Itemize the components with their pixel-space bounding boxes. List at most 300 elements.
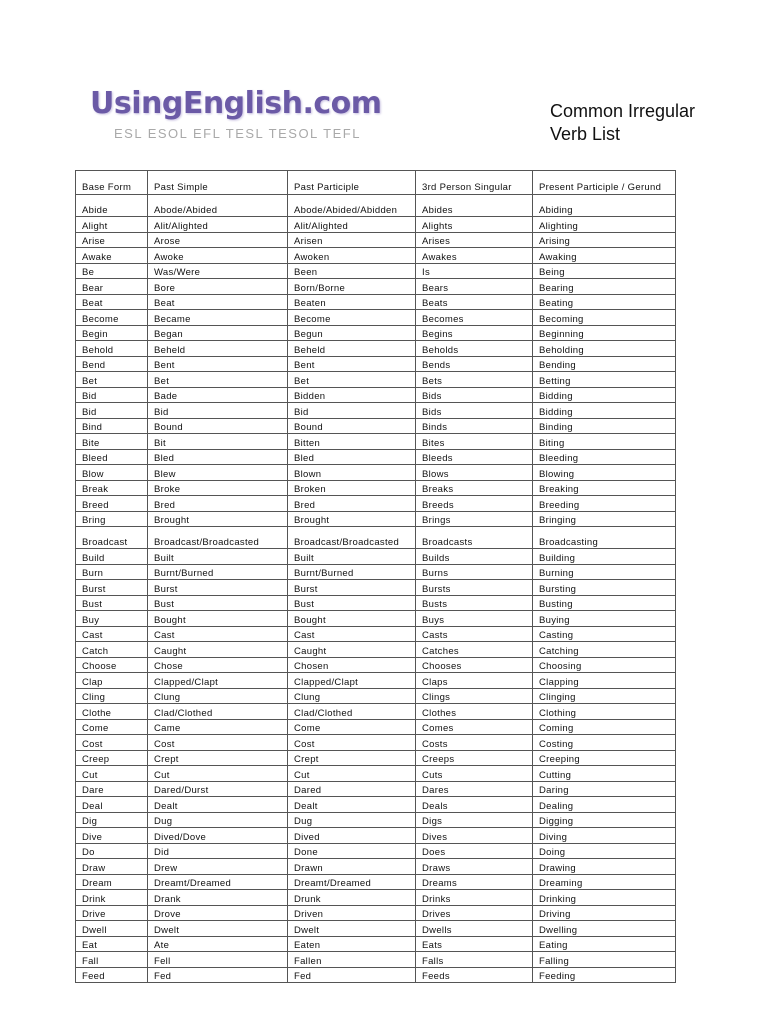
- column-header-3rd-person-singular: 3rd Person Singular: [416, 171, 533, 195]
- base-form-cell: Be: [76, 263, 148, 279]
- present-participle-cell: Creeping: [533, 750, 676, 766]
- table-row: [76, 527, 676, 549]
- base-form-cell: Bind: [76, 418, 148, 434]
- present-participle-cell: Dwelling: [533, 921, 676, 937]
- past-participle-cell: Dealt: [288, 797, 416, 813]
- third-person-cell: Busts: [416, 595, 533, 611]
- past-participle-cell: Eaten: [288, 936, 416, 952]
- present-participle-cell: Dreaming: [533, 874, 676, 890]
- past-simple-cell: Caught: [148, 642, 288, 658]
- third-person-cell: Casts: [416, 626, 533, 642]
- table-row: [76, 263, 676, 279]
- third-person-cell: Arises: [416, 232, 533, 248]
- past-simple-cell: Alit/Alighted: [148, 217, 288, 233]
- present-participle-cell: Daring: [533, 781, 676, 797]
- base-form-cell: Become: [76, 310, 148, 326]
- past-simple-cell: Clad/Clothed: [148, 704, 288, 720]
- base-form-cell: Breed: [76, 496, 148, 512]
- base-form-cell: Dream: [76, 874, 148, 890]
- past-participle-cell: Drawn: [288, 859, 416, 875]
- present-participle-cell: Bearing: [533, 279, 676, 295]
- past-simple-cell: Bought: [148, 611, 288, 627]
- past-participle-cell: Bust: [288, 595, 416, 611]
- table-row: [76, 766, 676, 782]
- base-form-cell: Drink: [76, 890, 148, 906]
- base-form-cell: Dive: [76, 828, 148, 844]
- third-person-cell: Does: [416, 843, 533, 859]
- past-participle-cell: Clung: [288, 688, 416, 704]
- present-participle-cell: Biting: [533, 434, 676, 450]
- past-simple-cell: Cost: [148, 735, 288, 751]
- present-participle-cell: Clinging: [533, 688, 676, 704]
- past-participle-cell: Abode/Abided/Abidden: [288, 195, 416, 217]
- present-participle-cell: Bringing: [533, 511, 676, 527]
- third-person-cell: Bends: [416, 356, 533, 372]
- past-simple-cell: Ate: [148, 936, 288, 952]
- past-simple-cell: Bet: [148, 372, 288, 388]
- past-participle-cell: Done: [288, 843, 416, 859]
- third-person-cell: Bets: [416, 372, 533, 388]
- table-row: [76, 905, 676, 921]
- present-participle-cell: Bleeding: [533, 449, 676, 465]
- past-participle-cell: Been: [288, 263, 416, 279]
- base-form-cell: Cast: [76, 626, 148, 642]
- column-header-present-participle: Present Participle / Gerund: [533, 171, 676, 195]
- present-participle-cell: Costing: [533, 735, 676, 751]
- present-participle-cell: Becoming: [533, 310, 676, 326]
- third-person-cell: Bears: [416, 279, 533, 295]
- past-participle-cell: Fallen: [288, 952, 416, 968]
- present-participle-cell: Choosing: [533, 657, 676, 673]
- present-participle-cell: Alighting: [533, 217, 676, 233]
- past-participle-cell: Dreamt/Dreamed: [288, 874, 416, 890]
- table-row: [76, 387, 676, 403]
- past-participle-cell: Brought: [288, 511, 416, 527]
- present-participle-cell: Bending: [533, 356, 676, 372]
- present-participle-cell: Digging: [533, 812, 676, 828]
- base-form-cell: Bring: [76, 511, 148, 527]
- column-header-base-form: Base Form: [76, 171, 148, 195]
- table-row: [76, 750, 676, 766]
- third-person-cell: Dreams: [416, 874, 533, 890]
- base-form-cell: Eat: [76, 936, 148, 952]
- table-row: [76, 195, 676, 217]
- third-person-cell: Drives: [416, 905, 533, 921]
- past-simple-cell: Chose: [148, 657, 288, 673]
- present-participle-cell: Cutting: [533, 766, 676, 782]
- past-participle-cell: Come: [288, 719, 416, 735]
- third-person-cell: Costs: [416, 735, 533, 751]
- past-simple-cell: Beat: [148, 294, 288, 310]
- past-simple-cell: Did: [148, 843, 288, 859]
- base-form-cell: Come: [76, 719, 148, 735]
- third-person-cell: Draws: [416, 859, 533, 875]
- past-simple-cell: Burst: [148, 580, 288, 596]
- past-simple-cell: Clung: [148, 688, 288, 704]
- present-participle-cell: Dealing: [533, 797, 676, 813]
- base-form-cell: Clothe: [76, 704, 148, 720]
- table-row: [76, 480, 676, 496]
- past-participle-cell: Bidden: [288, 387, 416, 403]
- table-row: [76, 248, 676, 264]
- base-form-cell: Bend: [76, 356, 148, 372]
- present-participle-cell: Betting: [533, 372, 676, 388]
- third-person-cell: Falls: [416, 952, 533, 968]
- present-participle-cell: Buying: [533, 611, 676, 627]
- base-form-cell: Bite: [76, 434, 148, 450]
- present-participle-cell: Bursting: [533, 580, 676, 596]
- present-participle-cell: Casting: [533, 626, 676, 642]
- table-row: [76, 564, 676, 580]
- past-participle-cell: Beaten: [288, 294, 416, 310]
- document-title-line-2: Verb List: [550, 124, 621, 144]
- past-participle-cell: Bet: [288, 372, 416, 388]
- base-form-cell: Bleed: [76, 449, 148, 465]
- past-participle-cell: Bred: [288, 496, 416, 512]
- past-simple-cell: Arose: [148, 232, 288, 248]
- past-participle-cell: Become: [288, 310, 416, 326]
- present-participle-cell: Arising: [533, 232, 676, 248]
- past-participle-cell: Caught: [288, 642, 416, 658]
- base-form-cell: Break: [76, 480, 148, 496]
- past-simple-cell: Fed: [148, 967, 288, 983]
- third-person-cell: Beholds: [416, 341, 533, 357]
- table-row: [76, 781, 676, 797]
- third-person-cell: Feeds: [416, 967, 533, 983]
- past-simple-cell: Drew: [148, 859, 288, 875]
- base-form-cell: Begin: [76, 325, 148, 341]
- base-form-cell: Build: [76, 549, 148, 565]
- base-form-cell: Creep: [76, 750, 148, 766]
- column-header-past-simple: Past Simple: [148, 171, 288, 195]
- past-simple-cell: Broke: [148, 480, 288, 496]
- table-row: [76, 828, 676, 844]
- third-person-cell: Builds: [416, 549, 533, 565]
- table-row: [76, 921, 676, 937]
- table-row: [76, 626, 676, 642]
- document-title-line-1: Common Irregular: [550, 101, 696, 121]
- past-participle-cell: Bought: [288, 611, 416, 627]
- past-participle-cell: Awoken: [288, 248, 416, 264]
- past-participle-cell: Broadcast/Broadcasted: [288, 527, 416, 549]
- logo-wordmark: UsingEnglish.com: [90, 86, 382, 121]
- third-person-cell: Dares: [416, 781, 533, 797]
- present-participle-cell: Awaking: [533, 248, 676, 264]
- past-simple-cell: Drank: [148, 890, 288, 906]
- present-participle-cell: Burning: [533, 564, 676, 580]
- present-participle-cell: Drawing: [533, 859, 676, 875]
- present-participle-cell: Beholding: [533, 341, 676, 357]
- base-form-cell: Bid: [76, 403, 148, 419]
- past-participle-cell: Drunk: [288, 890, 416, 906]
- third-person-cell: Bleeds: [416, 449, 533, 465]
- past-participle-cell: Arisen: [288, 232, 416, 248]
- base-form-cell: Draw: [76, 859, 148, 875]
- third-person-cell: Cuts: [416, 766, 533, 782]
- base-form-cell: Catch: [76, 642, 148, 658]
- table-row: [76, 434, 676, 450]
- past-participle-cell: Chosen: [288, 657, 416, 673]
- logo-tagline: ESL ESOL EFL TESL TESOL TEFL: [114, 126, 361, 141]
- third-person-cell: Drinks: [416, 890, 533, 906]
- present-participle-cell: Diving: [533, 828, 676, 844]
- past-simple-cell: Blew: [148, 465, 288, 481]
- third-person-cell: Blows: [416, 465, 533, 481]
- table-row: [76, 859, 676, 875]
- past-participle-cell: Bid: [288, 403, 416, 419]
- third-person-cell: Binds: [416, 418, 533, 434]
- base-form-cell: Dig: [76, 812, 148, 828]
- third-person-cell: Chooses: [416, 657, 533, 673]
- third-person-cell: Burns: [416, 564, 533, 580]
- past-simple-cell: Fell: [148, 952, 288, 968]
- past-participle-cell: Begun: [288, 325, 416, 341]
- past-participle-cell: Built: [288, 549, 416, 565]
- past-simple-cell: Bent: [148, 356, 288, 372]
- table-row: [76, 611, 676, 627]
- present-participle-cell: Clothing: [533, 704, 676, 720]
- document-title: [550, 100, 750, 146]
- base-form-cell: Abide: [76, 195, 148, 217]
- third-person-cell: Clings: [416, 688, 533, 704]
- past-participle-cell: Clapped/Clapt: [288, 673, 416, 689]
- third-person-cell: Digs: [416, 812, 533, 828]
- base-form-cell: Bust: [76, 595, 148, 611]
- base-form-cell: Choose: [76, 657, 148, 673]
- table-row: [76, 325, 676, 341]
- table-row: [76, 356, 676, 372]
- third-person-cell: Creeps: [416, 750, 533, 766]
- base-form-cell: Feed: [76, 967, 148, 983]
- present-participle-cell: Bidding: [533, 403, 676, 419]
- third-person-cell: Becomes: [416, 310, 533, 326]
- present-participle-cell: Blowing: [533, 465, 676, 481]
- past-participle-cell: Cast: [288, 626, 416, 642]
- past-simple-cell: Awoke: [148, 248, 288, 264]
- table-row: [76, 403, 676, 419]
- past-simple-cell: Bit: [148, 434, 288, 450]
- base-form-cell: Cost: [76, 735, 148, 751]
- past-simple-cell: Bound: [148, 418, 288, 434]
- past-participle-cell: Alit/Alighted: [288, 217, 416, 233]
- present-participle-cell: Catching: [533, 642, 676, 658]
- past-participle-cell: Cut: [288, 766, 416, 782]
- base-form-cell: Beat: [76, 294, 148, 310]
- base-form-cell: Burn: [76, 564, 148, 580]
- base-form-cell: Drive: [76, 905, 148, 921]
- past-participle-cell: Born/Borne: [288, 279, 416, 295]
- table-row: [76, 657, 676, 673]
- present-participle-cell: Breaking: [533, 480, 676, 496]
- past-participle-cell: Bled: [288, 449, 416, 465]
- past-participle-cell: Blown: [288, 465, 416, 481]
- third-person-cell: Eats: [416, 936, 533, 952]
- table-row: [76, 341, 676, 357]
- present-participle-cell: Drinking: [533, 890, 676, 906]
- past-participle-cell: Fed: [288, 967, 416, 983]
- table-row: [76, 580, 676, 596]
- present-participle-cell: Beginning: [533, 325, 676, 341]
- past-participle-cell: Cost: [288, 735, 416, 751]
- irregular-verb-table: [75, 170, 676, 983]
- past-simple-cell: Dared/Durst: [148, 781, 288, 797]
- base-form-cell: Alight: [76, 217, 148, 233]
- base-form-cell: Buy: [76, 611, 148, 627]
- third-person-cell: Comes: [416, 719, 533, 735]
- base-form-cell: Behold: [76, 341, 148, 357]
- usingenglish-logo: [90, 86, 380, 148]
- present-participle-cell: Doing: [533, 843, 676, 859]
- present-participle-cell: Driving: [533, 905, 676, 921]
- base-form-cell: Bid: [76, 387, 148, 403]
- table-row: [76, 642, 676, 658]
- past-participle-cell: Bitten: [288, 434, 416, 450]
- present-participle-cell: Abiding: [533, 195, 676, 217]
- past-simple-cell: Dived/Dove: [148, 828, 288, 844]
- base-form-cell: Arise: [76, 232, 148, 248]
- table-row: [76, 595, 676, 611]
- table-row: [76, 465, 676, 481]
- table-row: [76, 704, 676, 720]
- present-participle-cell: Breeding: [533, 496, 676, 512]
- table-row: [76, 232, 676, 248]
- past-simple-cell: Bled: [148, 449, 288, 465]
- past-simple-cell: Dug: [148, 812, 288, 828]
- present-participle-cell: Being: [533, 263, 676, 279]
- table-row: [76, 936, 676, 952]
- table-row: [76, 688, 676, 704]
- past-simple-cell: Dreamt/Dreamed: [148, 874, 288, 890]
- table-row: [76, 294, 676, 310]
- table-row: [76, 735, 676, 751]
- third-person-cell: Bids: [416, 403, 533, 419]
- present-participle-cell: Beating: [533, 294, 676, 310]
- past-participle-cell: Dug: [288, 812, 416, 828]
- past-simple-cell: Brought: [148, 511, 288, 527]
- past-simple-cell: Drove: [148, 905, 288, 921]
- third-person-cell: Deals: [416, 797, 533, 813]
- past-simple-cell: Bust: [148, 595, 288, 611]
- past-simple-cell: Dwelt: [148, 921, 288, 937]
- third-person-cell: Bids: [416, 387, 533, 403]
- base-form-cell: Bear: [76, 279, 148, 295]
- past-simple-cell: Was/Were: [148, 263, 288, 279]
- past-participle-cell: Crept: [288, 750, 416, 766]
- third-person-cell: Breaks: [416, 480, 533, 496]
- base-form-cell: Broadcast: [76, 527, 148, 549]
- table-row: [76, 952, 676, 968]
- past-simple-cell: Crept: [148, 750, 288, 766]
- third-person-cell: Begins: [416, 325, 533, 341]
- table-row: [76, 673, 676, 689]
- base-form-cell: Cling: [76, 688, 148, 704]
- past-participle-cell: Burst: [288, 580, 416, 596]
- third-person-cell: Bursts: [416, 580, 533, 596]
- table-row: [76, 418, 676, 434]
- past-simple-cell: Cast: [148, 626, 288, 642]
- table-row: [76, 372, 676, 388]
- table-row: [76, 511, 676, 527]
- base-form-cell: Deal: [76, 797, 148, 813]
- past-participle-cell: Bent: [288, 356, 416, 372]
- base-form-cell: Clap: [76, 673, 148, 689]
- past-participle-cell: Clad/Clothed: [288, 704, 416, 720]
- past-participle-cell: Bound: [288, 418, 416, 434]
- past-simple-cell: Built: [148, 549, 288, 565]
- base-form-cell: Bet: [76, 372, 148, 388]
- third-person-cell: Alights: [416, 217, 533, 233]
- table-header-row: [76, 171, 676, 195]
- table-row: [76, 967, 676, 983]
- third-person-cell: Beats: [416, 294, 533, 310]
- table-row: [76, 549, 676, 565]
- third-person-cell: Bites: [416, 434, 533, 450]
- table-row: [76, 812, 676, 828]
- table-row: [76, 310, 676, 326]
- base-form-cell: Burst: [76, 580, 148, 596]
- third-person-cell: Buys: [416, 611, 533, 627]
- past-simple-cell: Became: [148, 310, 288, 326]
- present-participle-cell: Eating: [533, 936, 676, 952]
- third-person-cell: Clothes: [416, 704, 533, 720]
- base-form-cell: Do: [76, 843, 148, 859]
- past-simple-cell: Bred: [148, 496, 288, 512]
- past-simple-cell: Came: [148, 719, 288, 735]
- base-form-cell: Awake: [76, 248, 148, 264]
- third-person-cell: Brings: [416, 511, 533, 527]
- third-person-cell: Claps: [416, 673, 533, 689]
- past-simple-cell: Cut: [148, 766, 288, 782]
- present-participle-cell: Falling: [533, 952, 676, 968]
- base-form-cell: Fall: [76, 952, 148, 968]
- table-row: [76, 217, 676, 233]
- past-participle-cell: Dwelt: [288, 921, 416, 937]
- third-person-cell: Abides: [416, 195, 533, 217]
- present-participle-cell: Busting: [533, 595, 676, 611]
- base-form-cell: Dare: [76, 781, 148, 797]
- third-person-cell: Broadcasts: [416, 527, 533, 549]
- past-simple-cell: Bade: [148, 387, 288, 403]
- past-participle-cell: Dared: [288, 781, 416, 797]
- third-person-cell: Catches: [416, 642, 533, 658]
- past-participle-cell: Broken: [288, 480, 416, 496]
- present-participle-cell: Building: [533, 549, 676, 565]
- past-participle-cell: Driven: [288, 905, 416, 921]
- past-simple-cell: Beheld: [148, 341, 288, 357]
- past-simple-cell: Broadcast/Broadcasted: [148, 527, 288, 549]
- past-simple-cell: Bore: [148, 279, 288, 295]
- base-form-cell: Cut: [76, 766, 148, 782]
- table-row: [76, 874, 676, 890]
- table-row: [76, 279, 676, 295]
- base-form-cell: Blow: [76, 465, 148, 481]
- past-simple-cell: Dealt: [148, 797, 288, 813]
- present-participle-cell: Broadcasting: [533, 527, 676, 549]
- present-participle-cell: Binding: [533, 418, 676, 434]
- column-header-past-participle: Past Participle: [288, 171, 416, 195]
- table-row: [76, 719, 676, 735]
- table-row: [76, 797, 676, 813]
- table-row: [76, 449, 676, 465]
- table-row: [76, 843, 676, 859]
- past-simple-cell: Clapped/Clapt: [148, 673, 288, 689]
- past-participle-cell: Beheld: [288, 341, 416, 357]
- present-participle-cell: Clapping: [533, 673, 676, 689]
- base-form-cell: Dwell: [76, 921, 148, 937]
- third-person-cell: Dives: [416, 828, 533, 844]
- past-participle-cell: Burnt/Burned: [288, 564, 416, 580]
- third-person-cell: Is: [416, 263, 533, 279]
